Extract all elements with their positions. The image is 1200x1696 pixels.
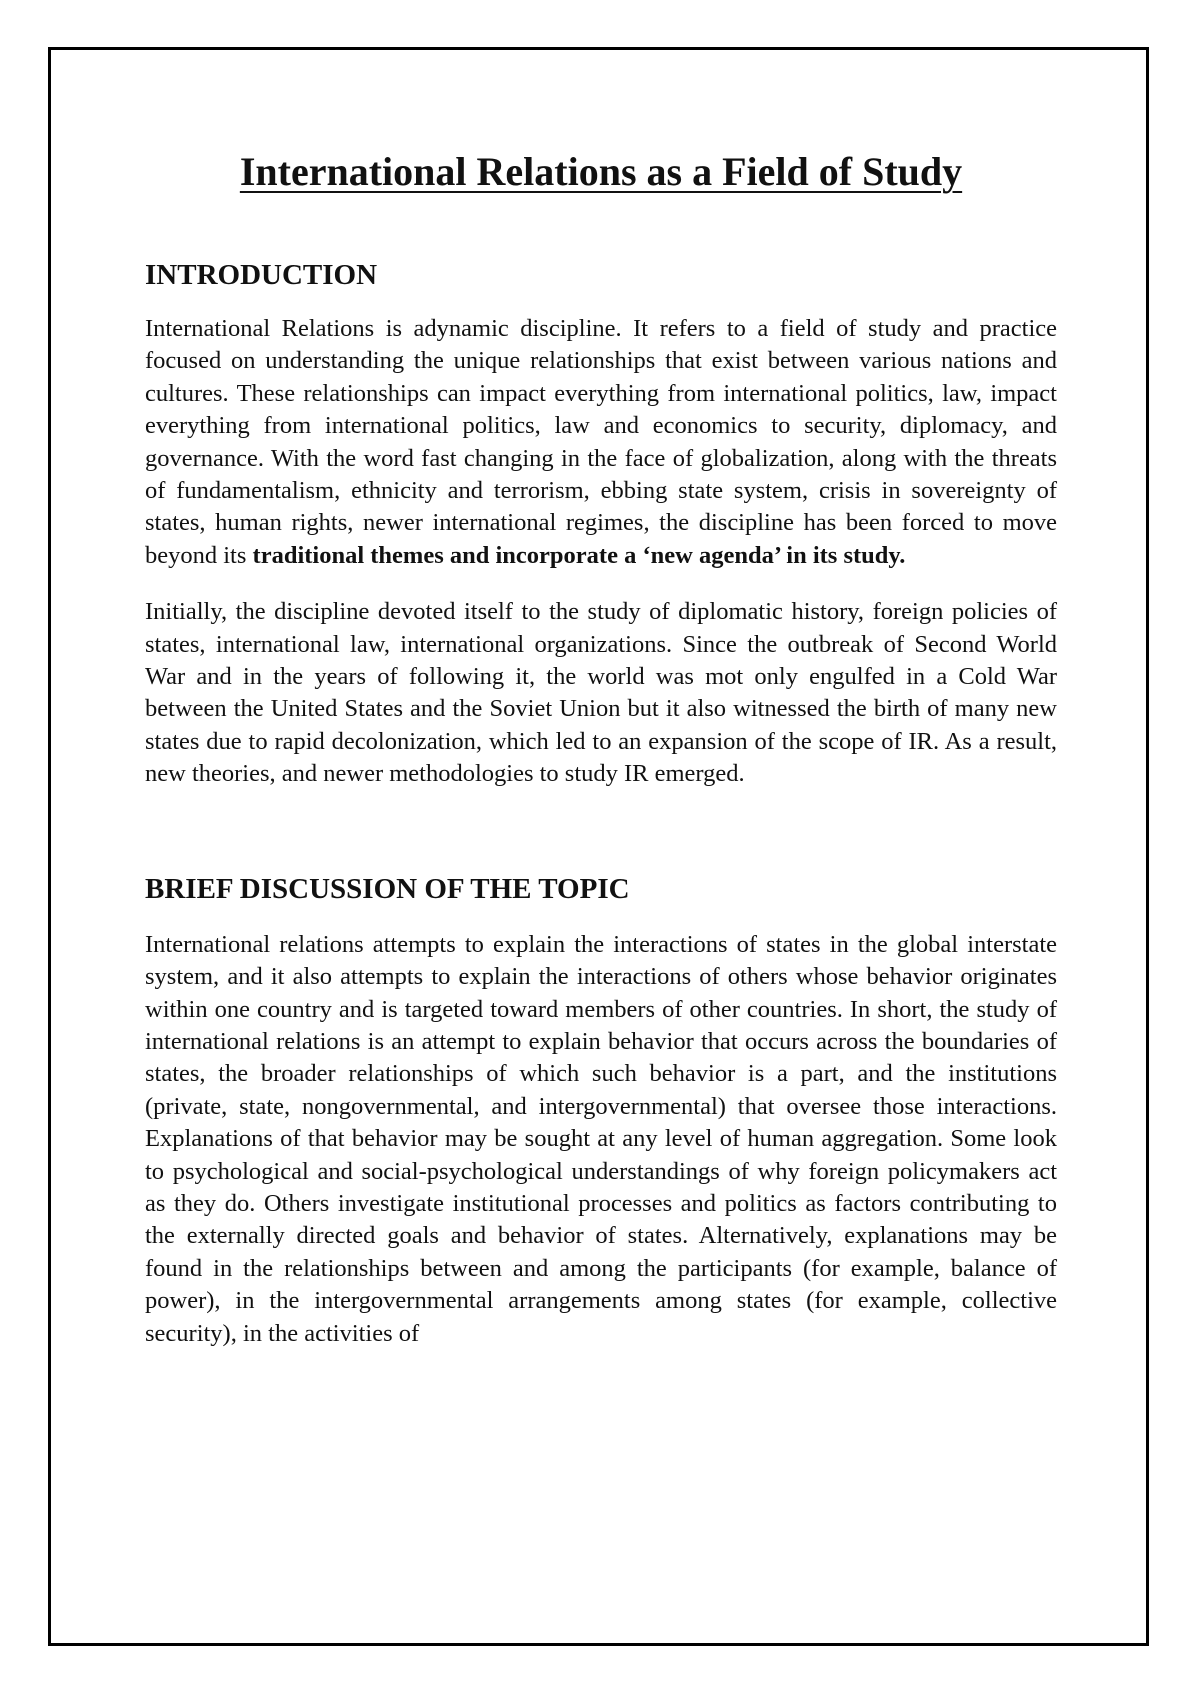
document-body: [145, 145, 1057, 1350]
paragraph-text: International relations attempts to explain the interactions of states in the global interstate system, and it also attempts to explain the interactions of others whose behavior originates within one country and is targeted toward members of other countries. In short, the study of international relations is an attempt to explain behavior that occurs across the boundaries of states, the broader relationships of which such behavior is a part, and the institutions (private, state, nongovernmental, and intergovernmental) that oversee those interactions. Explanations of that behavior may be sought at any level of human aggregation. Some look to psychological and social-psychological understandings of why foreign policymakers act as they do. Others investigate institutional processes and politics as factors contributing to the externally directed goals and behavior of states. Alternatively, explanations may be found in the relationships between and among the participants (for example, balance of power), in the intergovernmental arrangements among states (for example, collective security), in the activities of: [145, 930, 1057, 1347]
paragraph: [145, 313, 1057, 572]
section-heading: INTRODUCTION: [145, 259, 378, 291]
section-brief-discussion: [145, 869, 1057, 1350]
paragraph: [145, 596, 1057, 790]
section-heading: BRIEF DISCUSSION OF THE TOPIC: [145, 872, 630, 905]
section-introduction: [145, 255, 1057, 791]
paragraph-text: International Relations is adynamic discipline. It refers to a field of study and practice focused on understanding the unique relationships that exist between various nations and cultures. These relationships can impact everything from international politics, law, impact everything from international politics, law and economics to security, diplomacy, and governance. With the word fast changing in the face of globalization, along with the threats of fundamentalism, ethnicity and terrorism, ebbing state system, crisis in sovereignty of states, human rights, newer international regimes, the discipline has been forced to move beyond its: [145, 315, 1057, 569]
paragraph-bold-text: traditional themes and incorporate a ‘new agenda’ in its study.: [252, 541, 906, 569]
paragraph-text: Initially, the discipline devoted itself to the study of diplomatic history, foreign policies of states, international law, international organizations. Since the outbreak of Second World War and in the years of following it, the world was mot only engulfed in a Cold War between the United States and the Soviet Union but it also witnessed the birth of many new states due to rapid decolonization, which led to an expansion of the scope of IR. As a result, new theories, and newer methodologies to study IR emerged.: [145, 598, 1057, 788]
paragraph: [145, 929, 1057, 1350]
document-title: International Relations as a Field of Study: [239, 149, 963, 194]
